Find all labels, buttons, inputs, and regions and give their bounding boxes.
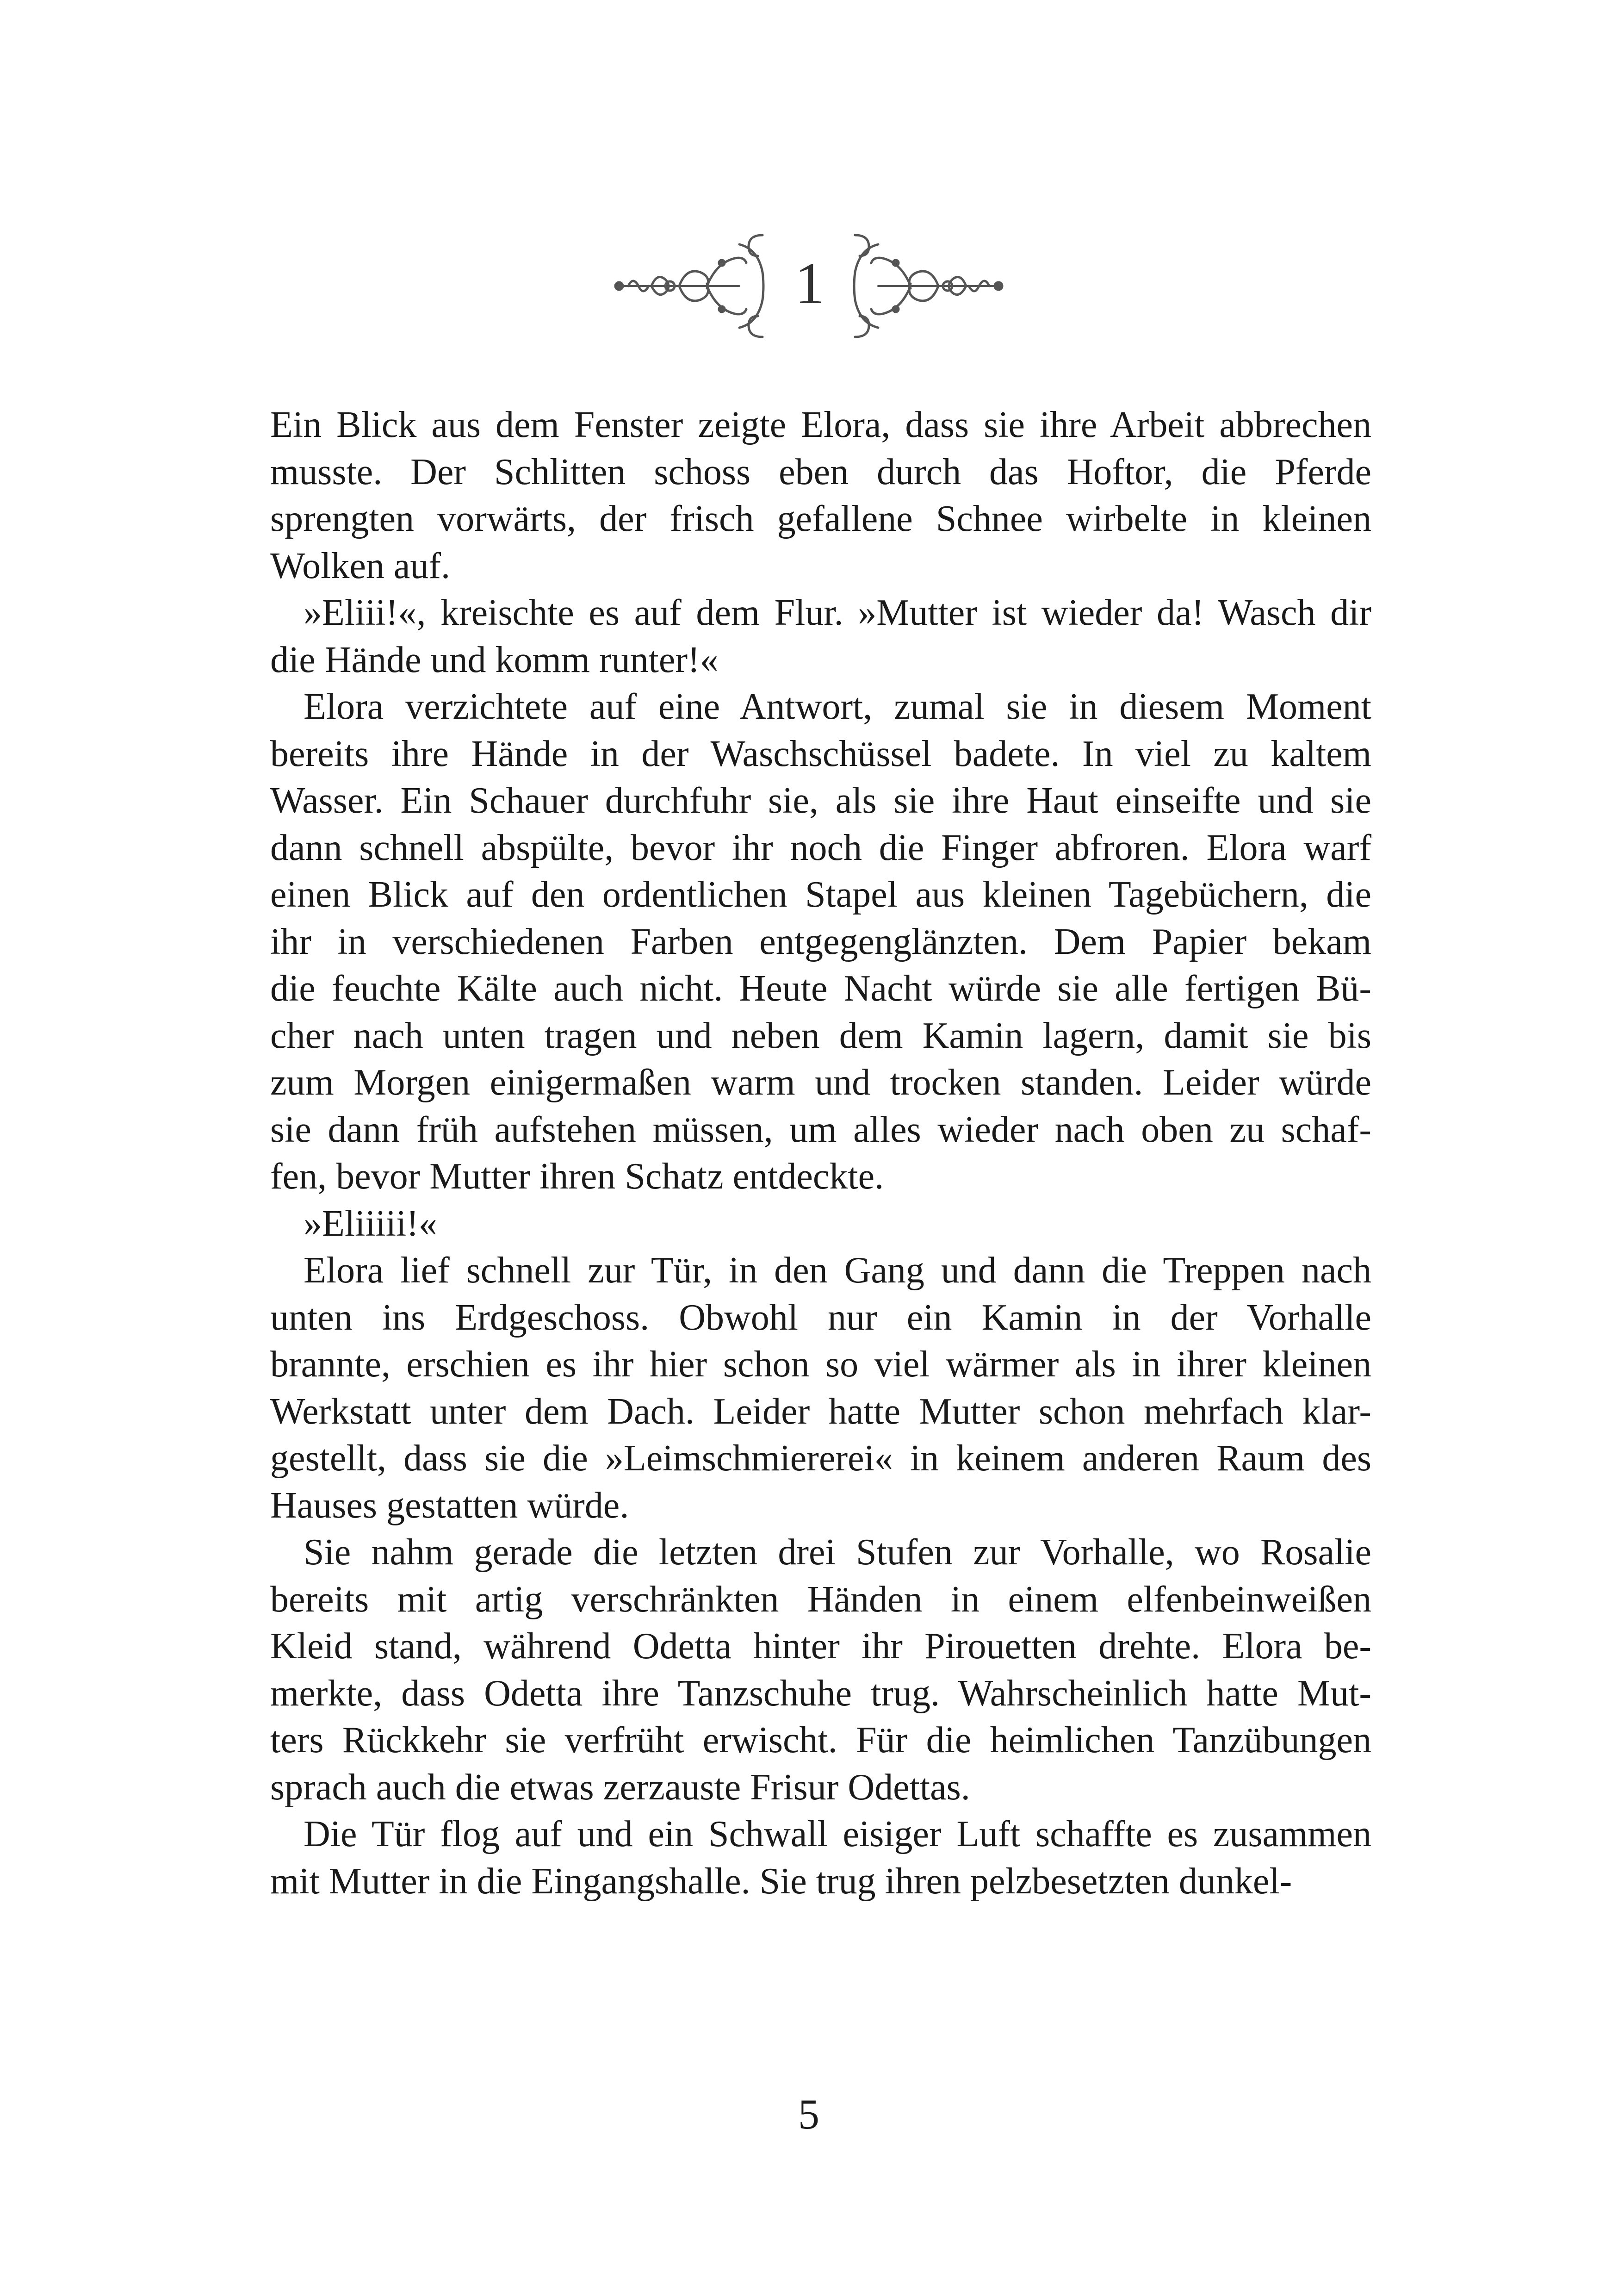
text-line: Die Tür flog auf und ein Schwall eisiger Luft schaffte es zusammen bbox=[304, 1814, 1371, 1854]
text-line: unten ins Erdgeschoss. Obwohl nur ein Kamin in der Vorhalle bbox=[270, 1297, 1371, 1338]
page-number: 5 bbox=[798, 2091, 819, 2138]
text-line: bereits ihre Hände in der Waschschüssel badete. In viel zu kaltem bbox=[270, 733, 1371, 774]
text-line: sie dann früh aufstehen müssen, um alles wieder nach oben zu schaf- bbox=[270, 1109, 1371, 1150]
text-line: Hauses gestatten würde. bbox=[270, 1485, 629, 1526]
text-line: merkte, dass Odetta ihre Tanzschuhe trug. Wahrscheinlich hatte Mut- bbox=[270, 1673, 1371, 1714]
text-line: Elora lief schnell zur Tür, in den Gang und dann die Treppen nach bbox=[304, 1250, 1371, 1291]
chapter-number: 1 bbox=[795, 250, 824, 316]
text-line: sprengten vorwärts, der frisch gefallene Schnee wirbelte in kleinen bbox=[270, 498, 1371, 539]
text-line: sprach auch die etwas zerzauste Frisur Odettas. bbox=[270, 1767, 970, 1808]
text-line: musste. Der Schlitten schoss eben durch das Hoftor, die Pferde bbox=[270, 451, 1371, 492]
body-text bbox=[270, 402, 1371, 1905]
text-line: die Hände und komm runter!« bbox=[270, 639, 719, 680]
text-line: Ein Blick aus dem Fenster zeigte Elora, dass sie ihre Arbeit abbrechen bbox=[270, 404, 1371, 445]
text-line: zum Morgen einigermaßen warm und trocken standen. Leider würde bbox=[270, 1062, 1371, 1103]
text-line: Wasser. Ein Schauer durchfuhr sie, als sie ihre Haut einseifte und sie bbox=[270, 780, 1371, 821]
text-line: bereits mit artig verschränkten Händen in einem elfenbeinweißen bbox=[270, 1579, 1371, 1620]
text-line: Wolken auf. bbox=[270, 545, 450, 586]
text-line: ihr in verschiedenen Farben entgegenglänzten. Dem Papier bekam bbox=[270, 921, 1371, 962]
text-line: fen, bevor Mutter ihren Schatz entdeckte. bbox=[270, 1156, 884, 1197]
text-line: Werkstatt unter dem Dach. Leider hatte Mutter schon mehrfach klar- bbox=[270, 1391, 1371, 1432]
text-line: Kleid stand, während Odetta hinter ihr Pirouetten drehte. Elora be- bbox=[270, 1626, 1371, 1667]
text-line: dann schnell abspülte, bevor ihr noch die Finger abfroren. Elora warf bbox=[270, 827, 1371, 868]
text-line: einen Blick auf den ordentlichen Stapel aus kleinen Tagebüchern, die bbox=[270, 874, 1371, 915]
text-line: ters Rückkehr sie verfrüht erwischt. Für die heimlichen Tanzübungen bbox=[270, 1720, 1371, 1761]
text-line: gestellt, dass sie die »Leimschmiererei« in keinem anderen Raum des bbox=[270, 1438, 1371, 1479]
text-line: »Eliiiii!« bbox=[304, 1203, 437, 1244]
text-line: Elora verzichtete auf eine Antwort, zumal sie in diesem Moment bbox=[304, 686, 1371, 727]
text-line: »Eliii!«, kreischte es auf dem Flur. »Mutter ist wieder da! Wasch dir bbox=[304, 592, 1371, 633]
text-line: brannte, erschien es ihr hier schon so viel wärmer als in ihrer kleinen bbox=[270, 1344, 1371, 1385]
text-line: cher nach unten tragen und neben dem Kamin lagern, damit sie bis bbox=[270, 1015, 1371, 1056]
text-line: die feuchte Kälte auch nicht. Heute Nacht würde sie alle fertigen Bü- bbox=[270, 968, 1371, 1009]
text-line: Sie nahm gerade die letzten drei Stufen zur Vorhalle, wo Rosalie bbox=[304, 1532, 1371, 1573]
text-line: mit Mutter in die Eingangshalle. Sie trug ihren pelzbesetzten dunkel- bbox=[270, 1860, 1292, 1902]
